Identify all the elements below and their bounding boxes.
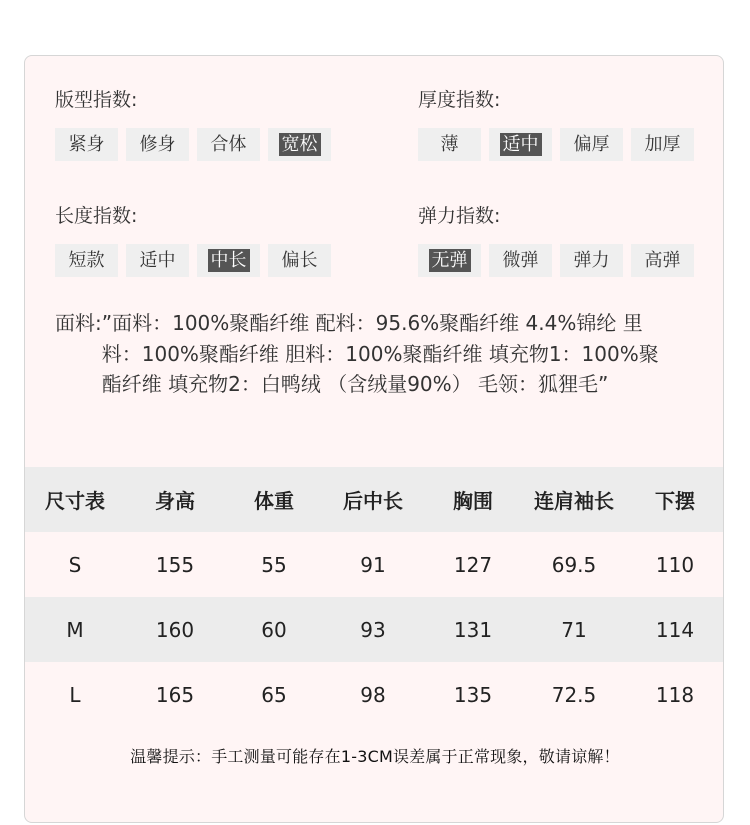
index-option-chip	[631, 128, 694, 161]
table-cell: 55	[261, 552, 287, 577]
table-row	[25, 662, 724, 727]
table-cell: M	[66, 617, 84, 642]
header-back-length: 后中长	[343, 489, 403, 513]
index-option-chip	[631, 244, 694, 277]
index-option-chip	[268, 244, 331, 277]
table-row	[25, 532, 724, 597]
index-option-chip	[489, 244, 552, 277]
thickness-index-title: 厚度指数:	[418, 89, 501, 111]
size-table-header-row	[25, 467, 724, 532]
elasticity-index	[418, 204, 500, 228]
index-option-label: 短款	[68, 250, 105, 271]
index-option-label: 修身	[139, 134, 176, 155]
thickness-index	[418, 88, 500, 112]
table-cell: 165	[155, 682, 195, 707]
index-option-chip	[268, 128, 331, 161]
index-option-chip	[560, 128, 623, 161]
fit-index	[55, 88, 137, 112]
header-sleeve-length: 连肩袖长	[534, 489, 614, 513]
index-option-chip	[418, 244, 481, 277]
index-option-label: 无弹	[429, 249, 471, 272]
length-index-options	[55, 244, 331, 277]
table-cell: 155	[155, 552, 195, 577]
index-option-chip	[126, 244, 189, 277]
table-cell: 72.5	[551, 682, 597, 707]
fit-index-title: 版型指数:	[55, 89, 138, 111]
index-option-chip	[197, 244, 260, 277]
table-cell: 110	[655, 552, 695, 577]
table-cell: 118	[655, 682, 695, 707]
index-option-label: 薄	[440, 134, 459, 155]
size-table	[25, 467, 724, 727]
index-option-label: 高弹	[644, 250, 681, 271]
table-cell: 135	[453, 682, 493, 707]
header-bust: 胸围	[453, 489, 493, 513]
index-option-chip	[55, 244, 118, 277]
index-option-label: 适中	[500, 133, 542, 156]
fabric-label: 面料:	[55, 311, 102, 335]
index-option-chip	[126, 128, 189, 161]
size-info-card	[24, 55, 724, 823]
index-option-label: 中长	[208, 249, 250, 272]
table-cell: 71	[561, 617, 587, 642]
fit-index-options	[55, 128, 331, 161]
index-option-label: 偏厚	[573, 134, 610, 155]
index-option-label: 合体	[210, 134, 247, 155]
table-cell: 160	[155, 617, 195, 642]
table-row	[25, 597, 724, 662]
elasticity-index-title: 弹力指数:	[418, 205, 501, 227]
index-option-label: 宽松	[279, 133, 321, 156]
index-option-chip	[197, 128, 260, 161]
table-cell: 93	[360, 617, 386, 642]
index-option-label: 紧身	[68, 134, 105, 155]
index-option-chip	[418, 128, 481, 161]
index-option-chip	[55, 128, 118, 161]
table-cell: 98	[360, 682, 386, 707]
index-option-label: 弹力	[573, 250, 610, 271]
fabric-text: ”面料：100%聚酯纤维 配料：95.6%聚酯纤维 4.4%锦纶 里料：100%聚酯纤维 胆料：100%聚酯纤维 填充物1：100%聚酯纤维 填充物2：白鸭绒 （含绒量90%） 毛领：狐狸毛”	[101, 311, 659, 396]
index-option-label: 适中	[139, 250, 176, 271]
table-cell: 127	[453, 552, 493, 577]
table-cell: 69.5	[551, 552, 597, 577]
table-cell: 91	[360, 552, 386, 577]
index-option-chip	[489, 128, 552, 161]
length-index	[55, 204, 137, 228]
index-option-label: 偏长	[281, 250, 318, 271]
header-height: 身高	[155, 489, 195, 513]
header-size: 尺寸表	[45, 489, 105, 513]
table-cell: L	[69, 682, 81, 707]
table-cell: 131	[453, 617, 493, 642]
index-option-chip	[560, 244, 623, 277]
table-cell: S	[68, 552, 82, 577]
thickness-index-options	[418, 128, 694, 161]
elasticity-index-options	[418, 244, 694, 277]
length-index-title: 长度指数:	[55, 205, 138, 227]
table-cell: 65	[261, 682, 287, 707]
table-cell: 114	[655, 617, 695, 642]
index-option-label: 加厚	[644, 134, 681, 155]
header-hem: 下摆	[655, 489, 695, 513]
fabric-composition	[55, 308, 695, 400]
measurement-note: 温馨提示：手工测量可能存在1-3CM误差属于正常现象，敬请谅解！	[130, 747, 620, 766]
index-option-label: 微弹	[502, 250, 539, 271]
header-weight: 体重	[254, 489, 294, 513]
table-cell: 60	[261, 617, 287, 642]
